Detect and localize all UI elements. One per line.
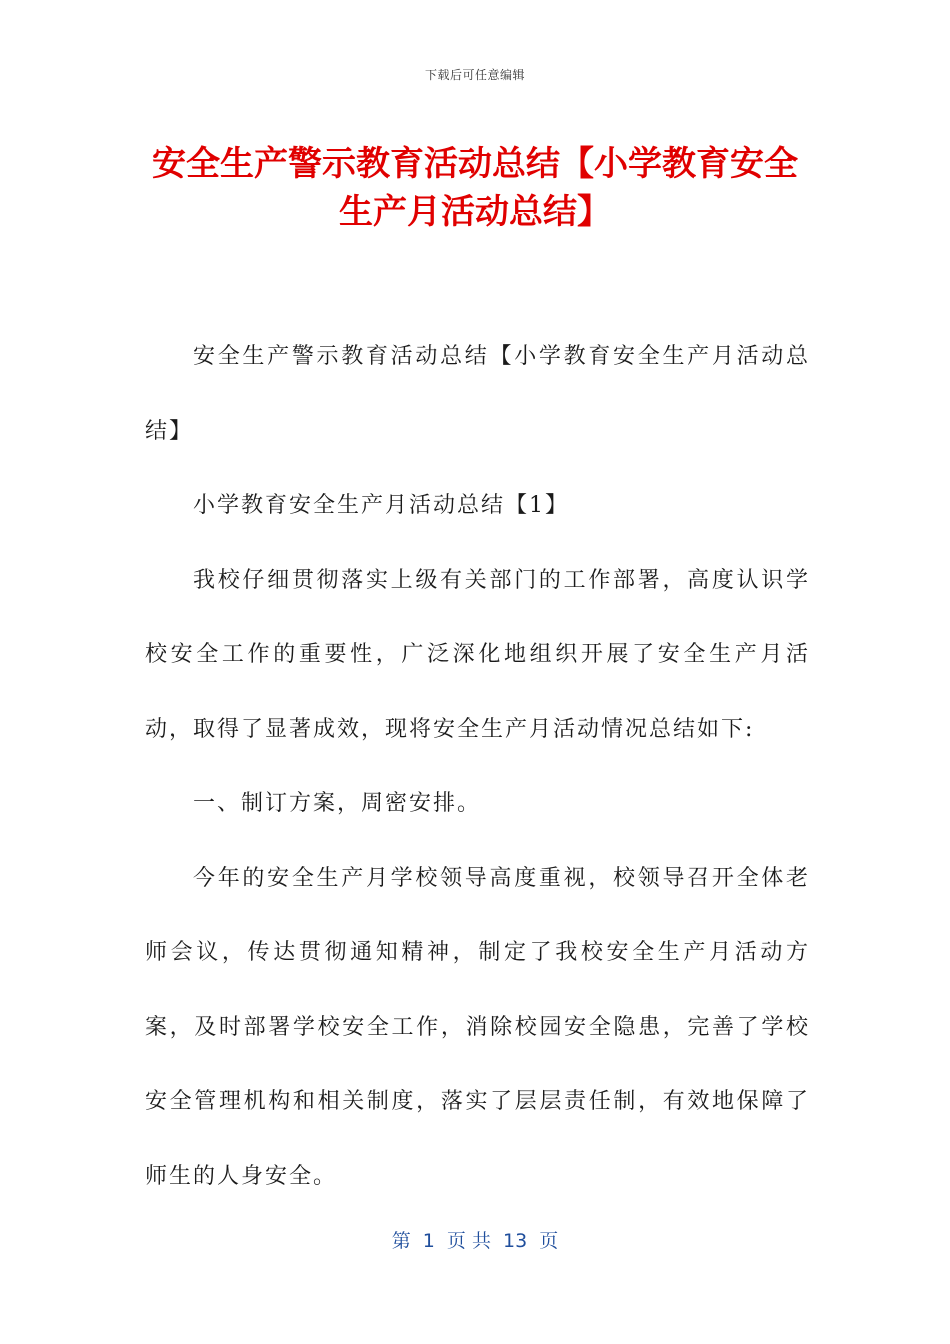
paragraph-overview: 我校仔细贯彻落实上级有关部门的工作部署，高度认识学校安全工作的重要性，广泛深化地组织开展了安全生产月活动，取得了显著成效，现将安全生产月活动情况总结如下: [145, 567, 810, 742]
document-body [145, 320, 810, 1214]
page-number-footer: 第 1 页 共 13 页 [391, 1230, 559, 1252]
paragraph-point-one-body: 今年的安全生产月学校领导高度重视，校领导召开全体老师会议，传达贯彻通知精神，制定了我校安全生产月活动方案，及时部署学校安全工作，消除校园安全隐患，完善了学校安全管理机构和相关制度，落实了层层责任制，有效地保障了师生的人身安全。 [145, 865, 810, 1189]
document-title: 安全生产警示教育活动总结【小学教育安全生产月活动总结】 [152, 144, 798, 232]
paragraph-point-one-heading: 一、制订方案，周密安排。 [193, 791, 482, 816]
paragraph-section-heading: 小学教育安全生产月活动总结【1】 [193, 493, 569, 518]
page-header-note: 下载后可任意编辑 [424, 68, 525, 82]
paragraph-intro-title: 安全生产警示教育活动总结【小学教育安全生产月活动总结】 [145, 344, 810, 444]
